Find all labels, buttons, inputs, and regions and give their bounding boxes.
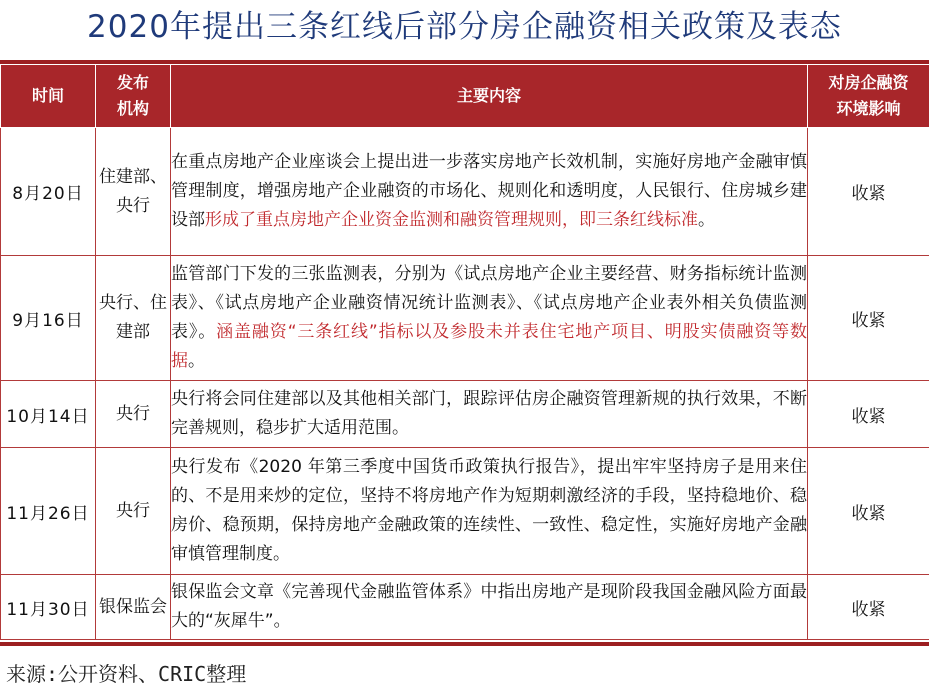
content-highlight: 涵盖融资“三条红线”指标以及参股未并表住宅地产项目、明股实债融资等数据	[171, 322, 807, 371]
cell-time: 11月30日	[1, 575, 96, 640]
content-text: 监管部门下发的三张监测表，分别为《试点房地产企业主要经营、财务指标统计监测表》、《试点房地产企业融资情况统计监测表》、《试点房地产企业表外相关负债监测表》。	[171, 264, 807, 342]
table-row	[1, 128, 929, 256]
header-org-label: 发布机构	[116, 73, 149, 118]
header-org	[96, 65, 171, 128]
cell-impact: 收紧	[808, 256, 929, 381]
content-text: 在重点房地产企业座谈会上提出进一步落实房地产长效机制，实施好房地产金融审慎管理制度，增强房地产企业融资的市场化、规则化和透明度，人民银行、住房城乡建设部	[171, 152, 807, 230]
cell-time: 10月14日	[1, 381, 96, 448]
cell-impact: 收紧	[808, 448, 929, 575]
cell-org: 央行	[96, 381, 171, 448]
content-tail: 。	[188, 351, 205, 371]
content-highlight: 形成了重点房地产企业资金监测和融资管理规则，即三条红线标准	[205, 210, 698, 230]
cell-impact: 收紧	[808, 381, 929, 448]
cell-time: 9月16日	[1, 256, 96, 381]
header-impact	[808, 65, 929, 128]
content-text: 银保监会文章《完善现代金融监管体系》中指出房地产是现阶段我国金融风险方面最大的“灰犀牛”。	[171, 582, 807, 631]
table-row	[1, 448, 929, 575]
content-tail: 。	[698, 210, 715, 230]
table-row	[1, 256, 929, 381]
cell-time: 8月20日	[1, 128, 96, 256]
cell-impact: 收紧	[808, 575, 929, 640]
cell-org: 银保监会	[96, 575, 171, 640]
cell-content	[171, 448, 808, 575]
cell-content	[171, 575, 808, 640]
cell-impact: 收紧	[808, 128, 929, 256]
cell-content	[171, 381, 808, 448]
cell-content	[171, 256, 808, 381]
bottom-divider	[0, 642, 929, 646]
header-content: 主要内容	[171, 65, 808, 128]
table-row	[1, 381, 929, 448]
policy-table	[0, 64, 929, 640]
table-header-row	[1, 65, 929, 128]
header-impact-label: 对房企融资环境影响	[828, 73, 909, 118]
cell-content	[171, 128, 808, 256]
cell-org: 央行、住建部	[96, 256, 171, 381]
content-text: 央行将会同住建部以及其他相关部门，跟踪评估房企融资管理新规的执行效果，不断完善规则，稳步扩大适用范围。	[171, 389, 807, 438]
table-row	[1, 575, 929, 640]
cell-org: 央行	[96, 448, 171, 575]
content-text: 央行发布《2020 年第三季度中国货币政策执行报告》，提出牢牢坚持房子是用来住的、不是用来炒的定位，坚持不将房地产作为短期刺激经济的手段，坚持稳地价、稳房价、稳预期，保持房地产金融政策的连续性、一致性、稳定性，实施好房地产金融审慎管理制度。	[171, 457, 807, 564]
page-title: 2020年提出三条红线后部分房企融资相关政策及表态	[87, 9, 842, 45]
source-note: 来源:公开资料、CRIC整理	[6, 662, 247, 686]
cell-time: 11月26日	[1, 448, 96, 575]
cell-org: 住建部、央行	[96, 128, 171, 256]
header-time: 时间	[1, 65, 96, 128]
